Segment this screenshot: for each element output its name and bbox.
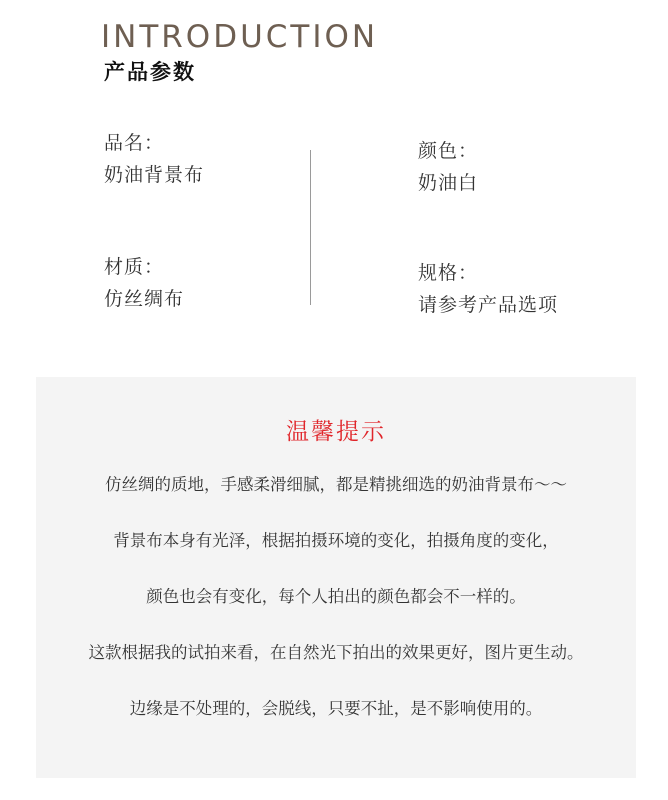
param-material-label: 材质： xyxy=(104,256,165,278)
param-spec xyxy=(418,258,558,320)
param-color xyxy=(418,136,478,198)
param-divider xyxy=(310,150,311,305)
notice-line-4: 这款根据我的试拍来看，在自然光下拍出的效果更好，图片更生动。 xyxy=(88,643,584,662)
param-material xyxy=(104,252,184,314)
param-spec-label: 规格： xyxy=(418,262,479,284)
param-material-value: 仿丝绸布 xyxy=(104,288,185,310)
notice-line-5: 边缘是不处理的，会脱线，只要不扯，是不影响使用的。 xyxy=(129,699,543,718)
intro-heading-cn: 产品参数 xyxy=(104,60,196,84)
param-spec-value: 请参考产品选项 xyxy=(418,294,559,316)
notice-line-1: 仿丝绸的质地，手感柔滑细腻，都是精挑细选的奶油背景布～～ xyxy=(105,475,567,494)
param-color-value: 奶油白 xyxy=(418,172,479,194)
notice-line-3: 颜色也会有变化，每个人拍出的颜色都会不一样的。 xyxy=(146,587,526,606)
param-name-label: 品名： xyxy=(104,132,165,154)
notice-panel xyxy=(36,377,636,778)
notice-title: 温馨提示 xyxy=(286,419,386,445)
notice-line-2: 背景布本身有光泽，根据拍摄环境的变化，拍摄角度的变化， xyxy=(113,531,559,550)
param-name-value: 奶油背景布 xyxy=(104,164,205,186)
intro-heading-en: INTRODUCTION xyxy=(101,19,379,55)
param-color-label: 颜色： xyxy=(418,140,479,162)
param-name xyxy=(104,128,204,190)
